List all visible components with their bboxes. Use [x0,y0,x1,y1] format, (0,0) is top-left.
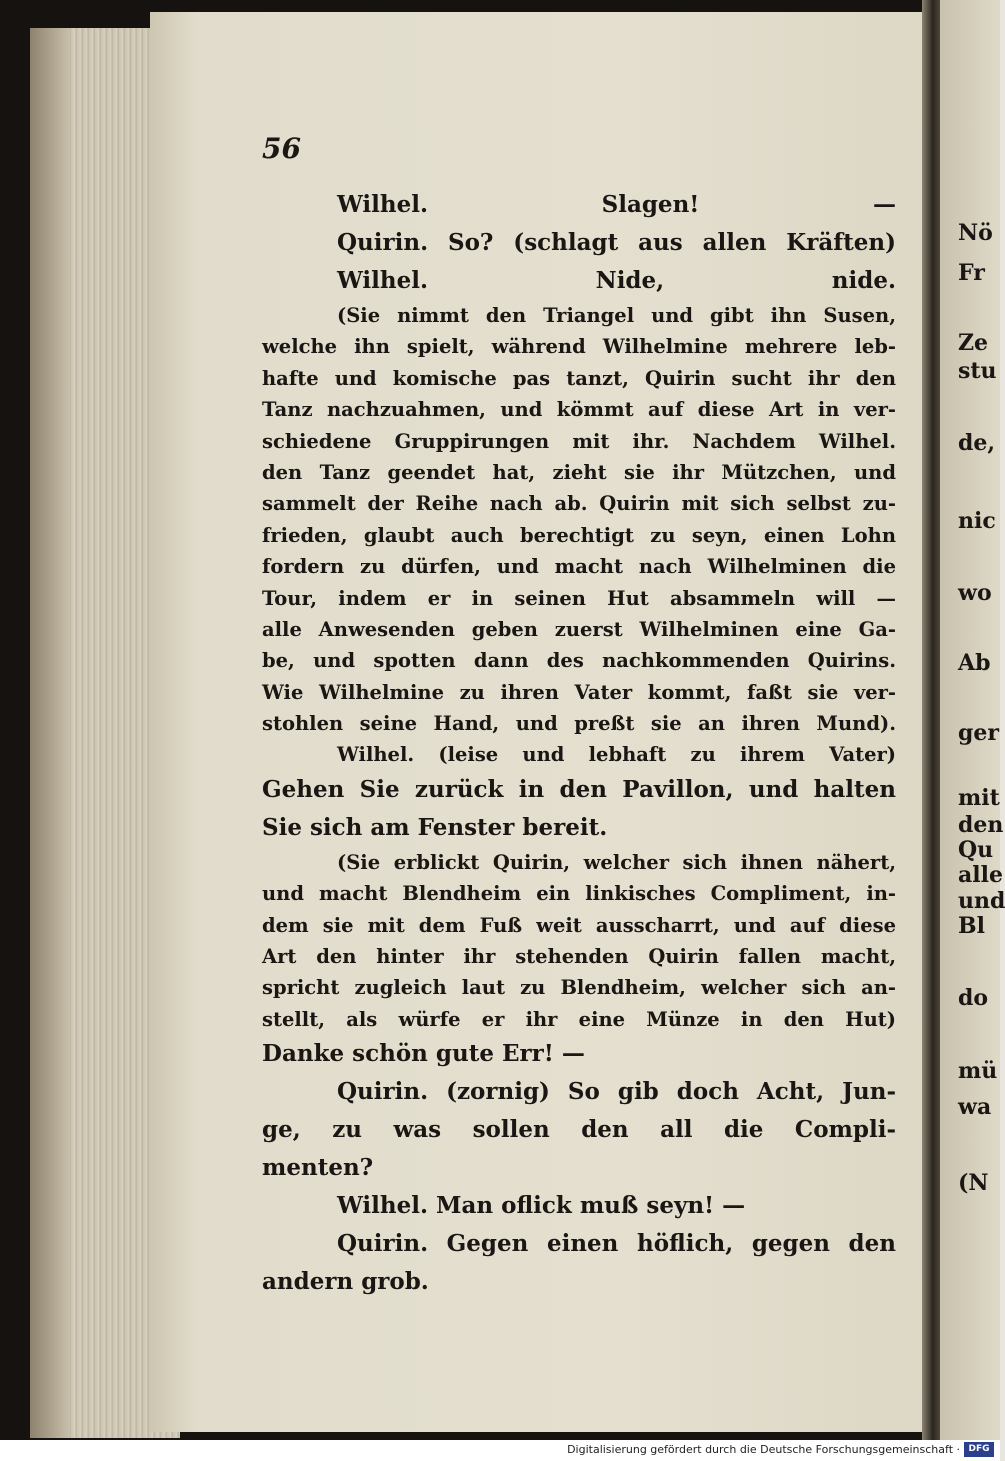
fragment: (N [958,1170,989,1196]
fragment: do [958,985,989,1011]
text-line: stellt, als würfe er ihr eine Münze in den Hut) [262,1007,896,1031]
text-line: welche ihn spielt, während Wilhelmine mehrere leb- [262,335,896,359]
page-text [262,186,896,1301]
fragment: Fr [958,260,985,286]
text-line: (Sie nimmt den Triangel und gibt ihn Susen, [337,304,896,327]
text-line: Tanz nachzuahmen, und kömmt auf diese Art in ver- [262,398,896,422]
fragment: stu [958,358,997,384]
text-line: Wie Wilhelmine zu ihren Vater kommt, faßt sie ver- [262,680,896,704]
fragment: und [958,888,1005,914]
text-line: Danke schön gute Err! — [262,1040,585,1068]
text-line: Wilhel. Nide, nide. [337,267,896,294]
dfg-logo-icon: DFG [964,1442,994,1457]
text-line: schiedene Gruppirungen mit ihr. Nachdem Wilhel. [262,429,896,453]
text-line: Sie sich am Fenster bereit. [262,813,608,841]
text-line: (Sie erblickt Quirin, welcher sich ihnen nähert, [337,850,896,874]
text-line: sammelt der Reihe nach ab. Quirin mit sich selbst zu- [262,492,896,516]
fragment: ger [958,720,999,746]
text-line: den Tanz geendet hat, zieht sie ihr Mützchen, und [262,460,896,484]
text-line: Quirin. Gegen einen höflich, gegen den [337,1230,896,1258]
text-line: Wilhel. (leise und lebhaft zu ihrem Vater) [337,743,896,767]
fragment: den [958,812,1004,838]
fragment: mü [958,1058,998,1084]
text-line: frieden, glaubt auch berechtigt zu seyn, einen Lohn [262,523,896,547]
text-line: spricht zugleich laut zu Blendheim, welcher sich an- [262,976,896,1000]
text-line: Gehen Sie zurück in den Pavillon, und halten [262,775,896,803]
fragment: nic [958,508,996,534]
text-line: be, und spotten dann des nachkommenden Quirins. [262,649,896,673]
fragment: Ze [958,330,989,356]
text-line: Art den hinter ihr stehenden Quirin fallen macht, [262,945,896,969]
book-gutter [922,0,940,1440]
text-line: hafte und komische pas tanzt, Quirin sucht ihr den [262,366,896,390]
funding-credit: Digitalisierung gefördert durch die Deutsche Forschungsgemeinschaft · [567,1443,960,1456]
fragment: alle [958,862,1003,888]
page-edge-shadow [30,28,70,1438]
text-line: Wilhel. Slagen! — [337,191,896,218]
text-line: fordern zu dürfen, und macht nach Wilhelminen die [262,555,896,579]
text-line: alle Anwesenden geben zuerst Wilhelminen eine Ga- [262,617,896,641]
text-line: und macht Blendheim ein linkisches Compliment, in- [262,882,896,906]
text-line: stohlen seine Hand, und preßt sie an ihren Mund). [262,712,896,736]
text-line: Quirin. (zornig) So gib doch Acht, Jun- [337,1078,896,1106]
fragment: Ab [958,650,991,676]
fragment: mit [958,785,1000,811]
text-line: andern grob. [262,1268,429,1296]
fragment: Bl [958,913,985,939]
fragment: wa [958,1094,992,1120]
text-line: dem sie mit dem Fuß weit ausscharrt, und auf diese [262,913,896,937]
fragment: Qu [958,837,994,863]
fragment: wo [958,580,992,606]
fragment: de, [958,430,996,456]
page-number: 56 [262,132,301,165]
fragment: Nö [958,220,993,246]
text-line: Wilhel. Man oflick muß seyn! — [337,1192,746,1220]
footer-bar [0,1440,1000,1461]
text-line: menten? [262,1154,374,1182]
text-line: Tour, indem er in seinen Hut absammeln will — [262,586,896,610]
text-line: Quirin. So? (schlagt aus allen Kräften) [337,229,896,256]
text-line: ge, zu was sollen den all die Compli- [262,1116,896,1144]
